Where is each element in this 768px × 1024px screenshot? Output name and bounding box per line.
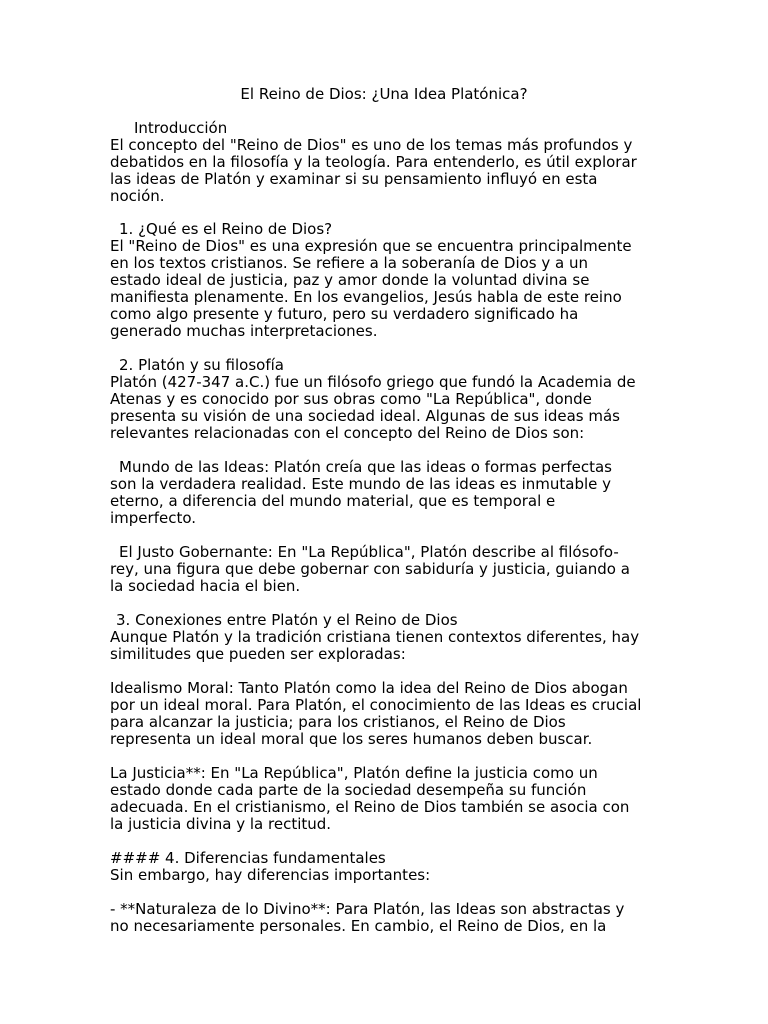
section1-line: El "Reino de Dios" es una expresión que se encuentra principalmente (110, 237, 632, 255)
section2-line: presenta su visión de una sociedad ideal. Algunas de sus ideas más (110, 407, 620, 425)
section2-line: Platón (427-347 a.C.) fue un filósofo griego que fundó la Academia de (110, 373, 636, 391)
intro-heading: Introducción (134, 119, 228, 137)
justice-paragraph-line: adecuada. En el cristianismo, el Reino de Dios también se asocia con (110, 798, 630, 816)
justice-paragraph-line: la justicia divina y la rectitud. (110, 815, 332, 833)
justice-paragraph-line: La Justicia**: En "La República", Platón define la justicia como un (110, 764, 598, 782)
moral-paragraph-line: para alcanzar la justicia; para los cristianos, el Reino de Dios (110, 713, 566, 731)
justice-paragraph-line: estado donde cada parte de la sociedad desempeña su función (110, 781, 587, 799)
section3-heading: 3. Conexiones entre Platón y el Reino de Dios (116, 611, 458, 629)
section2-line: Atenas y es conocido por sus obras como "La República", donde (110, 390, 592, 408)
moral-paragraph-line: representa un ideal moral que los seres humanos deben buscar. (110, 730, 593, 748)
section1-line: como algo presente y futuro, pero su verdadero significado ha (110, 305, 579, 323)
ideas-paragraph-line: eterno, a diferencia del mundo material, que es temporal e (110, 492, 556, 510)
moral-paragraph-line: Idealismo Moral: Tanto Platón como la idea del Reino de Dios abogan (110, 679, 628, 697)
section1-line: en los textos cristianos. Se refiere a la soberanía de Dios y a un (110, 254, 589, 272)
intro-line: El concepto del "Reino de Dios" es uno de los temas más profundos y (110, 136, 633, 154)
intro-line: noción. (110, 187, 165, 205)
divine-paragraph-line: no necesariamente personales. En cambio, el Reino de Dios, en la (110, 917, 607, 935)
section1-line: estado ideal de justicia, paz y amor donde la voluntad divina se (110, 271, 590, 289)
ideas-paragraph-line: son la verdadera realidad. Este mundo de las ideas es inmutable y (110, 475, 612, 493)
ideas-paragraph-line: Mundo de las Ideas: Platón creía que las ideas o formas perfectas (119, 458, 612, 476)
document-title: El Reino de Dios: ¿Una Idea Platónica? (240, 85, 528, 103)
intro-line: las ideas de Platón y examinar si su pensamiento influyó en esta (110, 170, 598, 188)
ideas-paragraph-line: imperfecto. (110, 509, 197, 527)
section4-line: Sin embargo, hay diferencias importantes: (110, 866, 431, 884)
section2-line: relevantes relacionadas con el concepto del Reino de Dios son: (110, 424, 585, 442)
intro-line: debatidos en la filosofía y la teología. Para entenderlo, es útil explorar (110, 153, 637, 171)
ruler-paragraph-line: El Justo Gobernante: En "La República", Platón describe al filósofo- (119, 543, 619, 561)
section1-heading: 1. ¿Qué es el Reino de Dios? (119, 220, 333, 238)
ruler-paragraph-line: la sociedad hacia el bien. (110, 577, 301, 595)
section1-line: generado muchas interpretaciones. (110, 322, 378, 340)
section3-line: similitudes que pueden ser exploradas: (110, 645, 406, 663)
ruler-paragraph-line: rey, una figura que debe gobernar con sabiduría y justicia, guiando a (110, 560, 630, 578)
section3-line: Aunque Platón y la tradición cristiana tienen contextos diferentes, hay (110, 628, 640, 646)
section4-heading: #### 4. Diferencias fundamentales (110, 849, 386, 867)
section2-heading: 2. Platón y su filosofía (119, 356, 284, 374)
section1-line: manifiesta plenamente. En los evangelios, Jesús habla de este reino (110, 288, 622, 306)
moral-paragraph-line: por un ideal moral. Para Platón, el conocimiento de las Ideas es crucial (110, 696, 642, 714)
divine-paragraph-line: - **Naturaleza de lo Divino**: Para Platón, las Ideas son abstractas y (110, 900, 625, 918)
